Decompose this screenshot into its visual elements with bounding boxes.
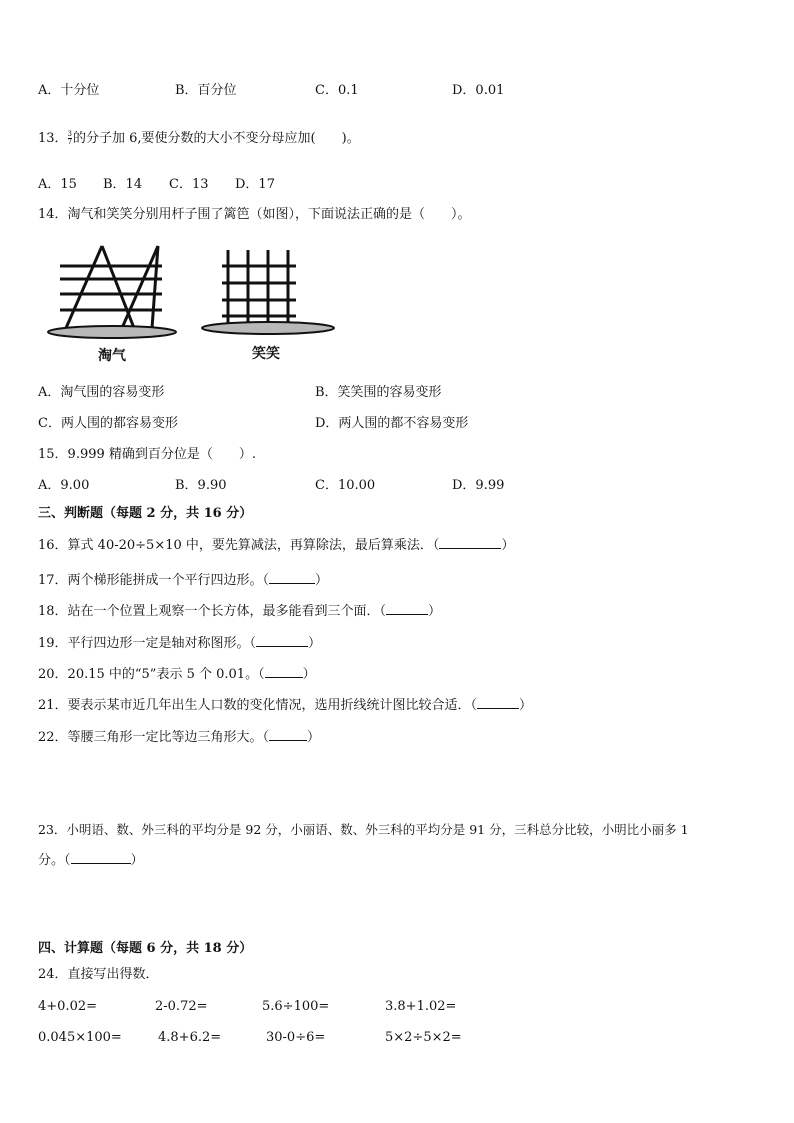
taoqi-label: 淘气 bbox=[98, 348, 126, 364]
q12-option-d: D．0.01 bbox=[452, 83, 505, 98]
q13-option-b: B．14 bbox=[103, 177, 143, 192]
taoqi-ground bbox=[48, 326, 176, 338]
q15-option-a: A．9.00 bbox=[38, 478, 90, 493]
judgment-17 bbox=[38, 571, 328, 590]
q14-stem: 14．淘气和笑笑分别用杆子围了篱笆（如图），下面说法正确的是（ ）。 bbox=[38, 207, 471, 222]
judgment-20 bbox=[38, 665, 316, 684]
calc-item: 30-0÷6= bbox=[266, 1030, 326, 1045]
fence-figure bbox=[38, 244, 338, 366]
calc-item: 3.8+1.02= bbox=[385, 999, 457, 1014]
q15-option-d: D．9.99 bbox=[452, 478, 505, 493]
q23-line-2 bbox=[38, 851, 144, 870]
judgment-text: 21．要表示某市近几年出生人口数的变化情况，选用折线统计图比较合适．（ bbox=[38, 698, 478, 713]
close-paren: ） bbox=[302, 667, 316, 682]
xiaoxiao-label: 笑笑 bbox=[252, 346, 280, 362]
close-paren: ） bbox=[501, 538, 515, 553]
fraction-numerator: 3 bbox=[67, 130, 73, 138]
section-4-title: 四、计算题（每题 6 分，共 18 分） bbox=[38, 941, 253, 956]
calc-item: 4.8+6.2= bbox=[158, 1030, 222, 1045]
q15-option-b: B．9.90 bbox=[175, 478, 227, 493]
q12-option-c: C．0.1 bbox=[315, 83, 359, 98]
answer-blank[interactable] bbox=[269, 571, 315, 584]
close-paren: ） bbox=[428, 604, 442, 619]
judgment-19 bbox=[38, 634, 321, 653]
xiaoxiao-ground bbox=[202, 322, 334, 334]
section-3-title: 三、判断题（每题 2 分，共 16 分） bbox=[38, 506, 253, 521]
judgment-text: 19．平行四边形一定是轴对称图形。（ bbox=[38, 636, 257, 651]
judgment-22 bbox=[38, 728, 320, 747]
q13-option-d: D．17 bbox=[235, 177, 275, 192]
fraction-denominator: 7 bbox=[67, 138, 73, 146]
judgment-text: 16．算式 40-20÷5×10 中，要先算减法，再算除法，最后算乘法．（ bbox=[38, 538, 440, 553]
judgment-21 bbox=[38, 696, 532, 715]
q13-option-a: A．15 bbox=[38, 177, 77, 192]
calc-item: 0.045×100= bbox=[38, 1030, 122, 1045]
q14-option-b: B．笑笑围的容易变形 bbox=[315, 385, 442, 400]
q13-text: 的分子加 6,要使分数的大小不变分母应加( )。 bbox=[73, 131, 360, 146]
calc-item: 5.6÷100= bbox=[262, 999, 330, 1014]
close-paren: ） bbox=[130, 853, 144, 868]
taoqi-fence bbox=[60, 246, 162, 328]
xiaoxiao-fence bbox=[222, 250, 296, 326]
close-paren: ） bbox=[308, 636, 322, 651]
q12-option-b: B．百分位 bbox=[175, 83, 237, 98]
q14-option-d: D．两人围的都不容易变形 bbox=[315, 416, 469, 431]
q15-option-c: C．10.00 bbox=[315, 478, 376, 493]
answer-blank[interactable] bbox=[439, 536, 501, 549]
judgment-text: 17．两个梯形能拼成一个平行四边形。（ bbox=[38, 573, 270, 588]
answer-blank[interactable] bbox=[386, 602, 428, 615]
judgment-18 bbox=[38, 602, 441, 621]
q23-text: 分。（ bbox=[38, 853, 71, 868]
q14-option-c: C．两人围的都容易变形 bbox=[38, 416, 178, 431]
answer-blank[interactable] bbox=[71, 851, 131, 864]
q14-option-a: A．淘气围的容易变形 bbox=[38, 385, 165, 400]
q13-stem bbox=[38, 130, 360, 148]
answer-blank[interactable] bbox=[269, 728, 307, 741]
q15-stem: 15．9.999 精确到百分位是（ ）. bbox=[38, 447, 257, 462]
close-paren: ） bbox=[315, 573, 329, 588]
answer-blank[interactable] bbox=[256, 634, 308, 647]
close-paren: ） bbox=[519, 698, 533, 713]
calc-item: 5×2÷5×2= bbox=[385, 1030, 462, 1045]
q23-line-1: 23．小明语、数、外三科的平均分是 92 分，小丽语、数、外三科的平均分是 91 分，三科总分比较，小明比小丽多 1 bbox=[38, 822, 689, 837]
answer-blank[interactable] bbox=[477, 696, 519, 709]
q24-stem: 24．直接写出得数． bbox=[38, 967, 159, 982]
q13-option-c: C．13 bbox=[169, 177, 209, 192]
close-paren: ） bbox=[307, 730, 321, 745]
judgment-text: 18．站在一个位置上观察一个长方体，最多能看到三个面．（ bbox=[38, 604, 387, 619]
judgment-text: 22．等腰三角形一定比等边三角形大。（ bbox=[38, 730, 270, 745]
calc-item: 4+0.02= bbox=[38, 999, 98, 1014]
calc-item: 2-0.72= bbox=[155, 999, 208, 1014]
judgment-text: 20．20.15 中的“5”表示 5 个 0.01。（ bbox=[38, 667, 265, 682]
q13-fraction bbox=[68, 131, 72, 146]
q12-option-a: A．十分位 bbox=[38, 83, 100, 98]
q13-number: 13． bbox=[38, 131, 68, 146]
answer-blank[interactable] bbox=[265, 665, 303, 678]
judgment-16 bbox=[38, 536, 514, 555]
